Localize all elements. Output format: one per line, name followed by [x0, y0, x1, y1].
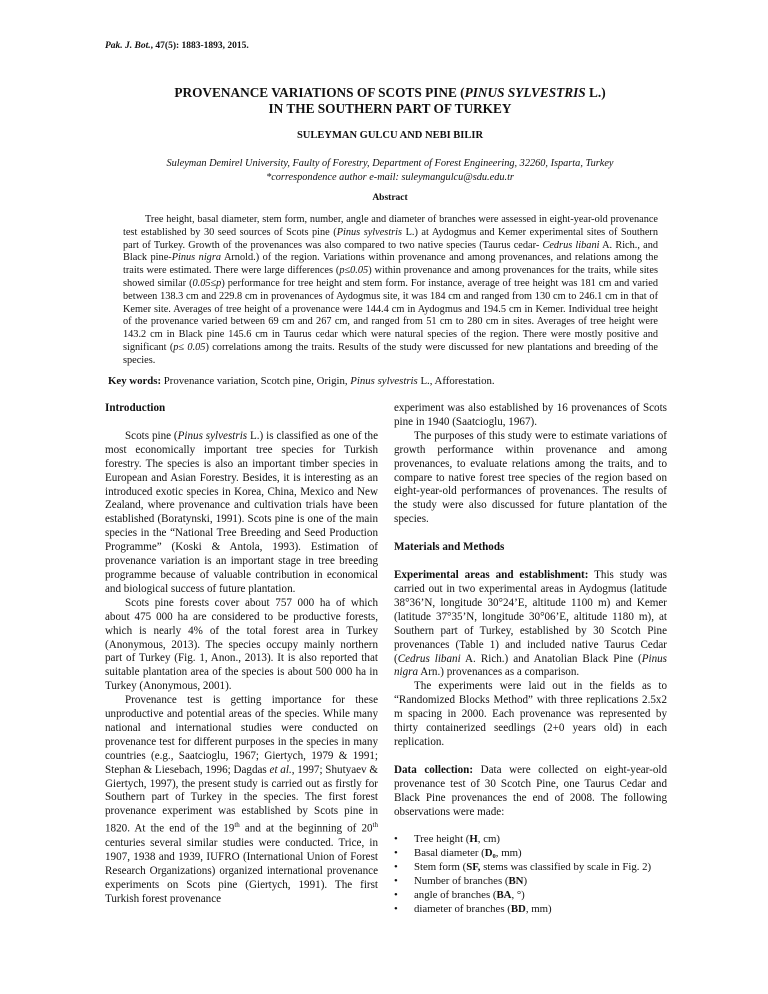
subsection-label: Data collection:: [394, 763, 474, 776]
superscript: th: [234, 821, 240, 830]
text: Scots pine (: [125, 429, 178, 442]
authors: SULEYMAN GULCU AND NEBI BILIR: [296, 130, 484, 141]
text: , mm): [525, 903, 552, 915]
text: centuries several similar studies were conducted. Trice, in 1907, 1938 and 1939, IUFRO (International Union of Forest Research Organizations) organized international provenance experiments on Scots pine (Giertych, 1991). The first Turkish forest provenance: [105, 836, 378, 905]
paper-title: [80, 85, 700, 117]
keywords-text: Provenance variation, Scotch pine, Origin,: [161, 375, 351, 387]
text: , 1997; Shutyaev & Giertych, 1997), the present study is carried out as firstly for Southern part of Turkey in the species. The first forest provenance experiment was established by Scots pine in 1820. At the end of the 19: [105, 763, 378, 835]
affiliation-institution: Suleyman Demirel University, Faulty of Forestry, Department of Forest Engineering, 32260, Isparta, Turkey: [166, 158, 614, 169]
abstract-heading: Abstract: [372, 193, 408, 203]
text: stems was classified by scale in Fig. 2): [480, 861, 652, 874]
abstract-text: ) performance for tree height and stem form. For instance, average of tree height was 181 cm and varied between 138.3 cm and 229.8 cm in provenances of Aydogmus site, it was 184 cm and ranged from 130 cm to 246.1 cm in that of Kemer site. Averages of tree height of a provenance were 144.4 cm in Aydogmus and 194.5 cm in Kemer. Individual tree height of the provenance varied between 69 cm and 267 cm, and ranged from 51 cm to 280 cm in sites. Averages of tree height were 143.2 cm in Black pine 145.6 cm in Taurus cedar which were natural species of the region. There were mostly positive and significant (: [123, 277, 658, 353]
text: Stem form (: [414, 861, 467, 874]
text: Provenance test is getting importance for these unproductive and potential areas of the species. While many national and international studies were conducted on provenance test for different purposes in the species in many countries (e.g., Saatcioglu, 1967; Giertych, 1979 & 1991; Stephan & Liesebach, 1996; Dagdas: [105, 694, 378, 776]
abstract-italic: 0.05≤p: [192, 277, 222, 289]
left-column: [105, 402, 378, 906]
keywords-label: Key words:: [108, 375, 162, 387]
italic-text: Pinus sylvestris: [177, 429, 248, 442]
text: Number of branches (: [414, 875, 509, 888]
text: ): [523, 875, 528, 888]
bold-text: D₀: [484, 847, 496, 860]
methods-data-collection: [394, 764, 667, 820]
title-line-2: IN THE SOUTHERN PART OF TURKEY: [268, 101, 512, 116]
methods-experimental-areas: [394, 569, 667, 680]
abstract-text: ) correlations among the traits. Results of the study were discussed for new plantations and breeding of the species.: [123, 341, 658, 366]
abstract-body: [123, 214, 658, 368]
title-text: PROVENANCE VARIATIONS OF SCOTS PINE (: [174, 85, 465, 100]
text: , mm): [495, 847, 522, 860]
text: Data were collected on eight-year-old provenance test of 30 Scotch Pine, one Taurus Cedar and Black Pine provenances the end of 2008. The following observations were made:: [394, 763, 668, 818]
abstract-italic: Pinus nigra: [171, 252, 221, 264]
text: and at the beginning of 20: [239, 822, 373, 835]
text: diameter of branches (: [414, 903, 511, 915]
list-item: [394, 833, 667, 847]
subsection-label: Experimental areas and establishment:: [394, 569, 589, 582]
affiliation: [80, 157, 700, 184]
abstract-text: Arnold.) of the region. Variations within provenance and among provenances, and relations among the traits were estimated. There were large differences (: [123, 252, 659, 277]
correspondence-email: *correspondence author e-mail: suleymangulcu@sdu.edu.tr: [266, 171, 514, 183]
abstract-italic: p≤ 0.05: [173, 341, 206, 353]
observations-list: [394, 833, 667, 916]
text: This study was carried out in two experimental areas in Aydogmus (latitude 38°36’N, longitude 30°24’E, altitude 1100 m) and Kemer (latitude 37°35’N, longitude 30°06’E, altitude 1180 m), at Southern part of Turkey, established by 30 Scotch Pine provenances (Table 1) and included native Taurus Cedar (: [394, 569, 668, 665]
text: , cm): [477, 833, 500, 846]
intro-paragraph-3: [105, 694, 378, 906]
journal-volume: , 47(5): 1883-1893, 2015.: [150, 41, 249, 51]
methods-design: The experiments were laid out in the fields as to “Randomized Blocks Method” with three replications 2.5x2 m spacing in 2000. Each provenance was represented by thirty containerized seedlings (2+0 years old) in each replication.: [394, 680, 667, 748]
abstract-italic: p≤0.05: [339, 265, 369, 277]
intro-paragraph-1: [105, 430, 378, 597]
list-item: [394, 889, 667, 903]
title-text: L.): [585, 85, 606, 100]
text: A. Rich.) and Anatolian Black Pine (: [460, 652, 642, 665]
bold-text: SF,: [466, 861, 481, 874]
title-line-1: [80, 85, 700, 101]
list-item: [394, 861, 667, 875]
abstract-text: ) within provenance and among provenances for the traits, while sites showed similar (: [123, 265, 658, 289]
keywords-text: L., Afforestation.: [417, 375, 495, 387]
abstract-italic: Cedrus libani: [542, 239, 600, 251]
text: L.) is classified as one of the most economically important tree species for Turkish forestry. The species is also an important timber species in European and Asian Forestry. Besides, it is interesting as an introduced exotic species in Korea, China, Mexico and New Zealand, where provenance and cultivation trials have been established (Boratynski, 1991). Scots pine is one of the main species in the “National Tree Breeding and Seed Production Programme” (Koski & Antola, 1993). Estimation of provenance variation is an important stage in tree breeding programme because of valuable contribution in economical and biological success of future plantation.: [105, 429, 378, 595]
journal-abbrev: Pak. J. Bot.: [105, 41, 151, 51]
intro-paragraph-2: Scots pine forests cover about 757 000 ha of which about 475 000 ha are considered to be productive forests, which is nearly 4% of the total forest area in Turkey (Anonymous, 2013). The species occupy mainly northern part of Turkey (Fig. 1, Anon., 2013). It is also reported that suitable plantation area of the species is about 500 000 ha in Turkey (Anonymous, 2001).: [105, 596, 378, 693]
text: Arn.) provenances as a comparison.: [418, 666, 580, 679]
list-item: [394, 847, 667, 861]
text: angle of branches (: [414, 889, 497, 902]
intro-paragraph-5: The purposes of this study were to estimate variations of growth performance within provenance and among provenances, to evaluate relations among the traits, and to compare to native forest tree species of the region based on eight-year-old performances of provenances. The results of the study were also discussed for future plantation of the species.: [394, 429, 667, 526]
bold-text: BN: [508, 875, 524, 888]
italic-text: Pinus nigra: [394, 652, 668, 679]
text: , °): [511, 889, 525, 902]
italic-text: et al.: [269, 763, 292, 776]
bold-text: BA: [496, 889, 512, 902]
intro-paragraph-4: experiment was also established by 16 provenances of Scots pine in 1940 (Saatcioglu, 1967).: [394, 402, 667, 428]
bold-text: H: [469, 833, 478, 846]
journal-citation: [105, 41, 249, 51]
text: Basal diameter (: [414, 847, 485, 860]
list-item: [394, 903, 667, 917]
abstract-text: A. Rich., and Black pine-: [123, 239, 659, 264]
bold-text: BD: [510, 903, 526, 915]
keywords: [108, 375, 688, 387]
title-species: PINUS SYLVESTRIS: [464, 85, 586, 100]
italic-text: Cedrus libani: [397, 652, 461, 665]
text: Tree height (: [414, 833, 470, 846]
keywords-italic: Pinus sylvestris: [350, 375, 418, 387]
right-column: [394, 402, 667, 917]
abstract-text: Tree height, basal diameter, stem form, number, angle and diameter of branches were assessed in eight-year-old provenance test established by 30 seed sources of Scots pine (: [123, 214, 658, 238]
abstract-text: L.) at Aydogmus and Kemer experimental sites of Southern part of Turkey. Growth of the provenances was also compared to two native species (Taurus cedar-: [123, 226, 659, 251]
superscript: th: [372, 821, 378, 830]
list-item: [394, 875, 667, 889]
introduction-heading: Introduction: [105, 402, 166, 414]
abstract-italic: Pinus sylvestris: [336, 226, 403, 238]
methods-heading: Materials and Methods: [394, 541, 505, 554]
